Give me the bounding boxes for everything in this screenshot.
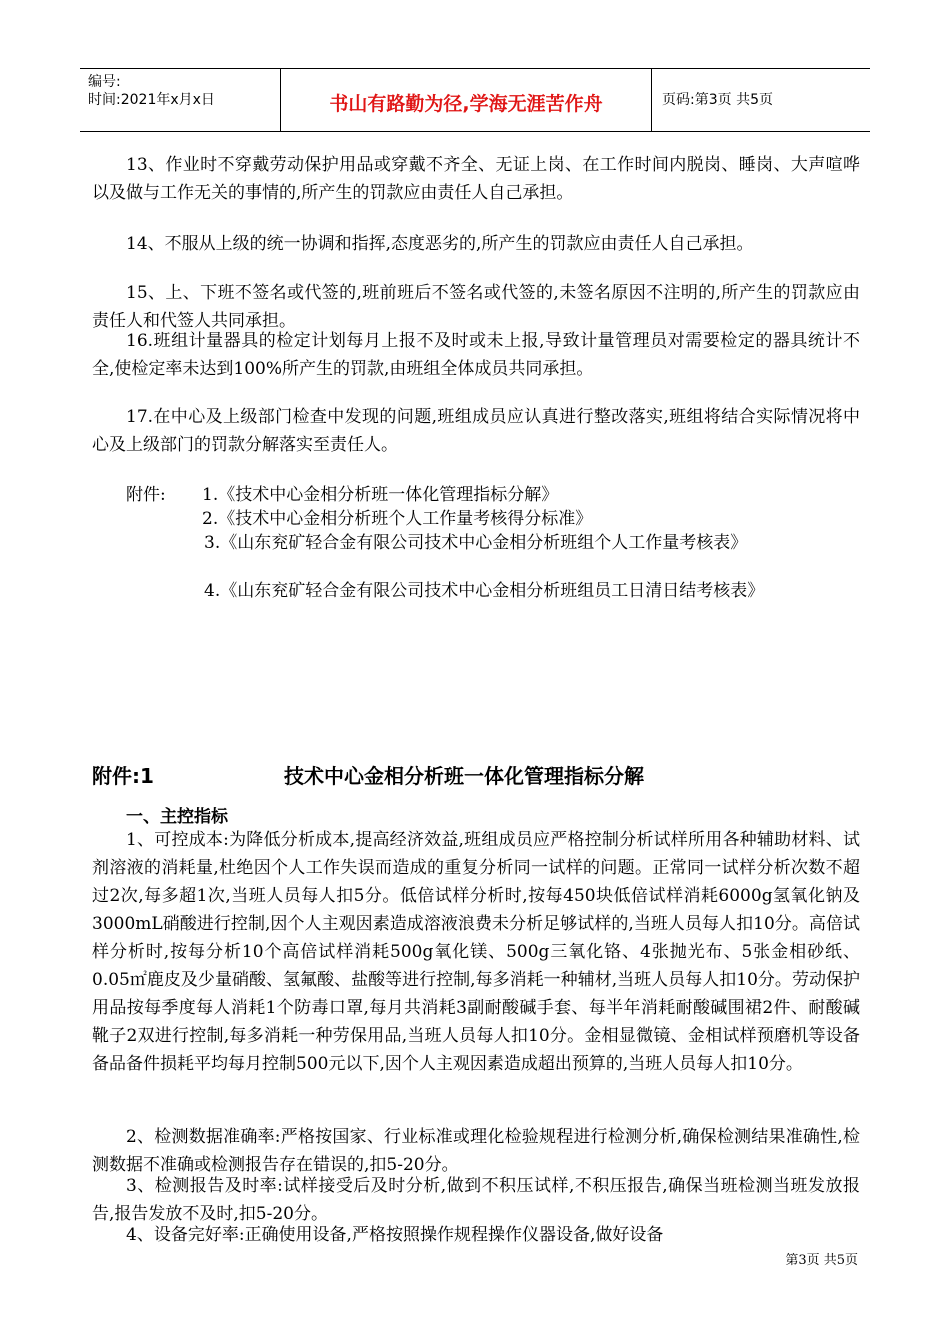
section-main-title: 技术中心金相分析班一体化管理指标分解 xyxy=(284,764,644,788)
header-page-cell xyxy=(652,69,870,131)
indicator-1: 1、可控成本:为降低分析成本,提高经济效益,班组成员应严格控制分析试样所用各种辅助材料、试剂溶液的消耗量,杜绝因个人工作失误而造成的重复分析同一试样的问题。正常同一试样分析次数不超过2次,每多超1次,当班人员每人扣5分。低倍试样分析时,按每450块低倍试样消耗6000g氢氧化钠及3000mL硝酸进行控制,因个人主观因素造成溶液浪费未分析足够试样的,当班人员每人扣10分。高倍试样分析时,按每分析10个高倍试样消耗500g氧化镁、500g三氧化铬、4张抛光布、5张金相砂纸、0.05㎡鹿皮及少量硝酸、氢氟酸、盐酸等进行控制,每多消耗一种辅材,当班人员每人扣10分。劳动保护用品按每季度每人消耗1个防毒口罩,每月共消耗3副耐酸碱手套、每半年消耗耐酸碱围裙2件、耐酸碱靴子2双进行控制,每多消耗一种劳保用品,当班人员每人扣10分。金相显微镜、金相试样预磨机等设备备品备件损耗平均每月控制500元以下,因个人主观因素造成超出预算的,当班人员每人扣10分。 xyxy=(92,830,860,1074)
attachment-item-3: 3.《山东兖矿轻合金有限公司技术中心金相分析班组个人工作量考核表》 xyxy=(204,533,748,553)
attachment-item-4: 4.《山东兖矿轻合金有限公司技术中心金相分析班组员工日清日结考核表》 xyxy=(204,581,765,601)
attachment-item-2: 2.《技术中心金相分析班个人工作量考核得分标准》 xyxy=(202,509,593,529)
clause-13: 13、作业时不穿戴劳动保护用品或穿戴不齐全、无证上岗、在工作时间内脱岗、睡岗、大声喧哗以及做与工作无关的事情的,所产生的罚款应由责任人自己承担。 xyxy=(92,155,860,203)
page-label: 页码:第3页 共5页 xyxy=(662,92,773,108)
page-header xyxy=(80,68,870,132)
header-motto-cell xyxy=(281,69,652,131)
clause-16: 16.班组计量器具的检定计划每月上报不及时或未上报,导致计量管理员对需要检定的器具统计不全,使检定率未达到100%所产生的罚款,由班组全体成员共同承担。 xyxy=(92,331,860,379)
header-info-cell xyxy=(80,69,281,131)
time-label: 时间:2021年x月x日 xyxy=(88,92,215,108)
attachment-item-1: 1.《技术中心金相分析班一体化管理指标分解》 xyxy=(202,485,559,505)
clause-15: 15、上、下班不签名或代签的,班前班后不签名或代签的,未签名原因不注明的,所产生的罚款应由责任人和代签人共同承担。 xyxy=(92,283,860,331)
section-title xyxy=(92,760,860,790)
section-lead: 附件:1 xyxy=(92,764,154,788)
clause-14: 14、不服从上级的统一协调和指挥,态度恶劣的,所产生的罚款应由责任人自己承担。 xyxy=(126,234,754,254)
page-footer: 第3页 共5页 xyxy=(785,1253,858,1268)
motto: 书山有路勤为径,学海无涯苦作舟 xyxy=(329,93,603,115)
attachments-label: 附件: xyxy=(126,485,166,505)
clause-17: 17.在中心及上级部门检查中发现的问题,班组成员应认真进行整改落实,班组将结合实际情况将中心及上级部门的罚款分解落实至责任人。 xyxy=(92,407,860,455)
indicator-2: 2、检测数据准确率:严格按国家、行业标准或理化检验规程进行检测分析,确保检测结果准确性,检测数据不准确或检测报告存在错误的,扣5-20分。 xyxy=(92,1127,860,1175)
indicator-4: 4、设备完好率:正确使用设备,严格按照操作规程操作仪器设备,做好设备 xyxy=(126,1225,664,1245)
subsection-title: 一、主控指标 xyxy=(126,807,228,827)
indicator-3: 3、检测报告及时率:试样接受后及时分析,做到不积压试样,不积压报告,确保当班检测当班发放报告,报告发放不及时,扣5-20分。 xyxy=(92,1176,860,1224)
code-label: 编号: xyxy=(88,74,121,90)
